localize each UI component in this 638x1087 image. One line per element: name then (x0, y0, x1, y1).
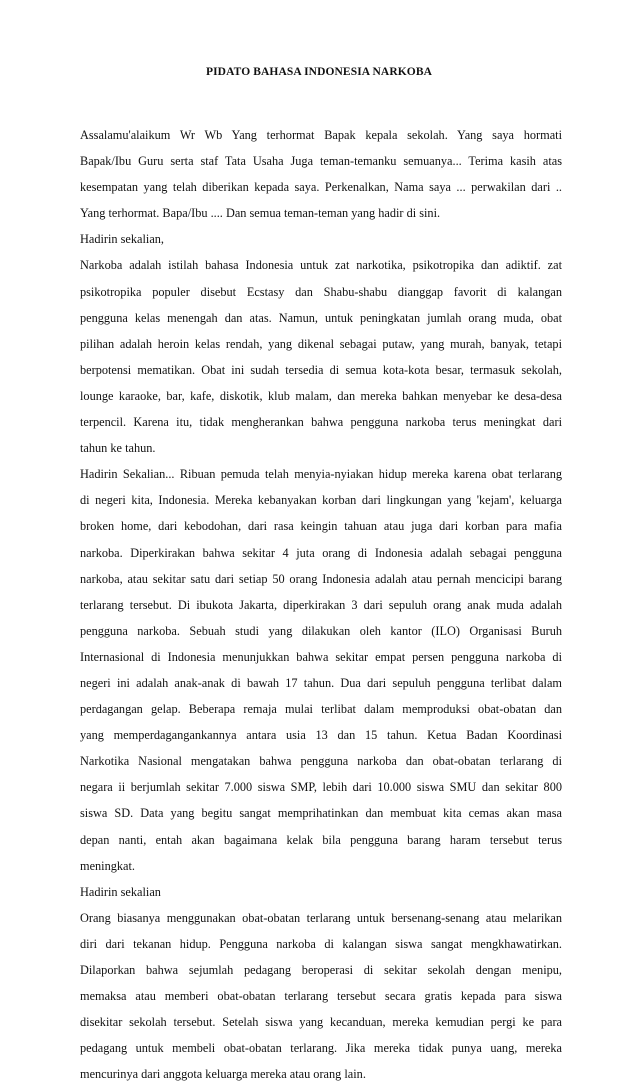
text-line: Internasional di Indonesia menunjukkan bahwa sekitar empat persen pengguna narkoba di (80, 649, 562, 664)
text-line: Bapak/Ibu Guru serta staf Tata Usaha Juga teman-temanku semuanya... Terima kasih atas (80, 154, 562, 169)
text-line: narkoba, atau sekitar satu dari setiap 50 orang Indonesia adalah atau pernah mencicipi barang (80, 571, 562, 586)
text-line: negeri ini adalah anak-anak di bawah 17 tahun. Dua dari sepuluh pengguna terlibat dalam (80, 675, 562, 690)
text-line: Dilaporkan bahwa sejumlah pedagang beroperasi di sekitar sekolah dengan menipu, (80, 963, 562, 977)
text-line: broken home, dari kebodohan, dari rasa keingin tahuan atau juga dari korban para mafia (80, 519, 562, 534)
text-line: diri dari tekanan hidup. Pengguna narkoba di kalangan siswa sangat mengkhawatirkan. (80, 936, 562, 951)
document-body (80, 122, 562, 1087)
text-line: meningkat. (80, 858, 135, 873)
text-line: pedagang untuk membeli obat-obatan terlarang. Jika mereka tidak punya uang, mereka (80, 1041, 562, 1056)
text-line: tahun ke tahun. (80, 441, 156, 456)
text-line: memaksa atau memberi obat-obatan terlarang tersebut secara gratis kepada para siswa (80, 989, 562, 1004)
text-line: Hadirin Sekalian... Ribuan pemuda telah menyia-nyiakan hidup mereka karena obat terlarang (80, 467, 562, 482)
text-line: disekitar sekolah tersebut. Setelah siswa yang kecanduan, mereka kemudian pergi ke para (80, 1015, 562, 1030)
text-line: terlarang tersebut. Di ibukota Jakarta, diperkirakan 3 dari sepuluh orang anak muda adalah (80, 597, 562, 612)
document-title: PIDATO BAHASA INDONESIA NARKOBA (205, 66, 432, 78)
text-line: Assalamu'alaikum Wr Wb Yang terhormat Bapak kepala sekolah. Yang saya hormati (80, 128, 562, 142)
text-line: Narkotika Nasional mengatakan bahwa pengguna narkoba dan obat-obatan terlarang di (80, 754, 562, 769)
text-line: negara ii berjumlah sekitar 7.000 siswa SMP, lebih dari 10.000 siswa SMU dan sekitar 800 (80, 780, 562, 795)
text-line: mencurinya dari anggota keluarga mereka atau orang lain. (80, 1067, 366, 1082)
text-line: lounge karaoke, bar, kafe, diskotik, klub malam, dan mereka bahkan menyebar ke desa-desa (80, 388, 562, 403)
text-line: perdagangan gelap. Beberapa remaja mulai terlibat dalam memproduksi obat-obatan dan (80, 702, 562, 717)
text-line: siswa SD. Data yang begitu sangat memprihatinkan dan membuat kita cemas akan masa (80, 806, 562, 821)
text-line: Orang biasanya menggunakan obat-obatan terlarang untuk bersenang-senang atau melarikan (80, 910, 562, 925)
text-line: terpencil. Karena itu, tidak mengherankan bahwa pengguna narkoba terus meningkat dari (80, 415, 562, 430)
text-line: depan nanti, entah akan bagaimana kelak bila pengguna barang haram tersebut terus (80, 832, 562, 847)
text-line: narkoba. Diperkirakan bahwa sekitar 4 juta orang di Indonesia adalah sebagai pengguna (80, 545, 562, 560)
text-line: Yang terhormat. Bapa/Ibu .... Dan semua teman-teman yang hadir di sini. (80, 206, 441, 221)
text-line: pengguna narkoba. Sebuah studi yang dilakukan oleh kantor (ILO) Organisasi Buruh (80, 623, 562, 638)
text-line: pengguna kelas menengah dan atas. Namun, untuk peningkatan jumlah orang muda, obat (80, 310, 562, 325)
text-line: psikotropika populer disebut Ecstasy dan Shabu-shabu dianggap favorit di kalangan (80, 284, 562, 299)
text-line: Narkoba adalah istilah bahasa Indonesia untuk zat narkotika, psikotropika dan adiktif. zat (80, 258, 562, 273)
text-line: di negeri kita, Indonesia. Mereka kebanyakan korban dari lingkungan yang 'kejam', keluarga (80, 493, 562, 508)
text-line: yang memperdagangankannya antara usia 13 dan 15 tahun. Ketua Badan Koordinasi (80, 728, 562, 743)
text-line: Hadirin sekalian, (80, 232, 165, 247)
text-line: pilihan adalah heroin kelas rendah, yang dikenal sebagai putaw, yang murah, banyak, tetapi (80, 336, 562, 351)
text-line: Hadirin sekalian (80, 884, 161, 899)
text-line: kesempatan yang telah diberikan kepada saya. Perkenalkan, Nama saya ... perwakilan dari .. (80, 180, 562, 195)
text-line: berpotensi mematikan. Obat ini sudah tersedia di semua kota-kota besar, termasuk sekolah, (80, 362, 562, 377)
